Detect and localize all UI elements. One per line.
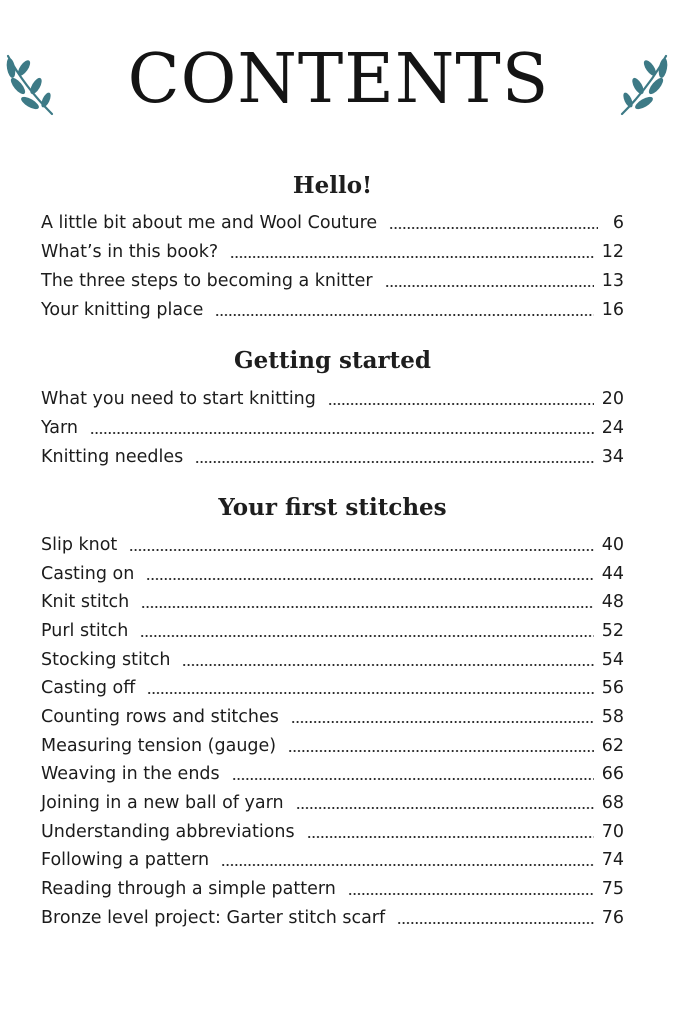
toc-entry[interactable]	[41, 414, 624, 442]
entry-page-number: 56	[601, 678, 624, 698]
entry-page-number: 54	[601, 650, 624, 670]
dot-leader	[129, 547, 593, 553]
toc-entry[interactable]	[41, 789, 624, 817]
toc-entry[interactable]	[41, 617, 624, 645]
toc-entry[interactable]	[41, 267, 624, 295]
dot-leader	[291, 719, 594, 725]
dot-leader	[385, 283, 594, 289]
dot-leader	[140, 633, 593, 639]
toc-entry[interactable]	[41, 209, 624, 237]
dot-leader	[348, 891, 594, 897]
entry-label: Purl stitch	[41, 621, 129, 641]
dot-leader	[141, 604, 593, 610]
toc-entry[interactable]	[41, 531, 624, 559]
entry-label: Following a pattern	[41, 850, 210, 870]
toc-entry[interactable]	[41, 443, 624, 471]
entry-page-number: 70	[601, 822, 624, 842]
section-heading-getting-started: Getting started	[233, 347, 431, 374]
entry-label: Reading through a simple pattern	[41, 879, 336, 899]
entry-label: Joining in a new ball of yarn	[41, 793, 284, 813]
entry-label: Knitting needles	[41, 447, 184, 467]
page-title: CONTENTS	[127, 40, 550, 119]
entry-page-number: 58	[601, 707, 624, 727]
toc-entry[interactable]	[41, 646, 624, 674]
dot-leader	[296, 805, 594, 811]
dot-leader	[288, 748, 594, 754]
dot-leader	[389, 225, 598, 231]
entry-label: Slip knot	[41, 535, 118, 555]
entry-label: Your knitting place	[41, 300, 204, 320]
toc-entry[interactable]	[41, 703, 624, 731]
toc-entry[interactable]	[41, 560, 624, 588]
dot-leader	[146, 576, 593, 582]
entry-page-number: 40	[601, 535, 624, 555]
entry-label: Casting off	[41, 678, 136, 698]
entry-page-number: 62	[601, 736, 624, 756]
entry-page-number: 16	[601, 300, 624, 320]
dot-leader	[147, 690, 593, 696]
dot-leader	[221, 862, 594, 868]
entry-page-number: 48	[601, 592, 624, 612]
entry-page-number: 75	[601, 879, 624, 899]
entry-label: Bronze level project: Garter stitch scarf	[41, 908, 386, 928]
toc-entry[interactable]	[41, 875, 624, 903]
entry-label: What’s in this book?	[41, 242, 219, 262]
toc-entry[interactable]	[41, 385, 624, 413]
entry-page-number: 20	[601, 389, 624, 409]
toc-entry[interactable]	[41, 588, 624, 616]
dot-leader	[215, 312, 593, 318]
entry-label: Measuring tension (gauge)	[41, 736, 277, 756]
toc-entry[interactable]	[41, 296, 624, 324]
entry-label: Knit stitch	[41, 592, 130, 612]
dot-leader	[397, 920, 594, 926]
entry-page-number: 68	[601, 793, 624, 813]
entry-page-number: 44	[601, 564, 624, 584]
entry-page-number: 12	[601, 242, 624, 262]
toc-entry[interactable]	[41, 846, 624, 874]
entry-label: Counting rows and stitches	[41, 707, 279, 727]
toc-entry[interactable]	[41, 238, 624, 266]
entry-page-number: 6	[612, 213, 624, 233]
entry-page-number: 13	[601, 271, 624, 291]
entry-label: Stocking stitch	[41, 650, 171, 670]
dot-leader	[328, 401, 594, 407]
section-heading-your-first-stitches: Your first stitches	[218, 494, 447, 521]
dot-leader	[307, 834, 594, 840]
entry-label: Understanding abbreviations	[41, 822, 295, 842]
entry-label: What you need to start knitting	[41, 389, 316, 409]
toc-entry[interactable]	[41, 760, 624, 788]
dot-leader	[90, 430, 594, 436]
dot-leader	[195, 459, 593, 465]
toc-entry[interactable]	[41, 904, 624, 932]
entry-page-number: 52	[601, 621, 624, 641]
entry-page-number: 24	[601, 418, 624, 438]
dot-leader	[182, 662, 593, 668]
toc-entry[interactable]	[41, 732, 624, 760]
entry-label: Casting on	[41, 564, 135, 584]
entry-page-number: 66	[601, 764, 624, 784]
entry-label: Weaving in the ends	[41, 764, 220, 784]
dot-leader	[232, 776, 594, 782]
entry-label: The three steps to becoming a knitter	[41, 271, 373, 291]
entry-label: A little bit about me and Wool Couture	[41, 213, 378, 233]
section-heading-hello: Hello!	[292, 172, 373, 199]
entry-page-number: 34	[601, 447, 624, 467]
dot-leader	[230, 254, 594, 260]
entry-page-number: 74	[601, 850, 624, 870]
entry-label: Yarn	[41, 418, 78, 438]
toc-entry[interactable]	[41, 818, 624, 846]
entry-page-number: 76	[601, 908, 624, 928]
toc-entry[interactable]	[41, 674, 624, 702]
